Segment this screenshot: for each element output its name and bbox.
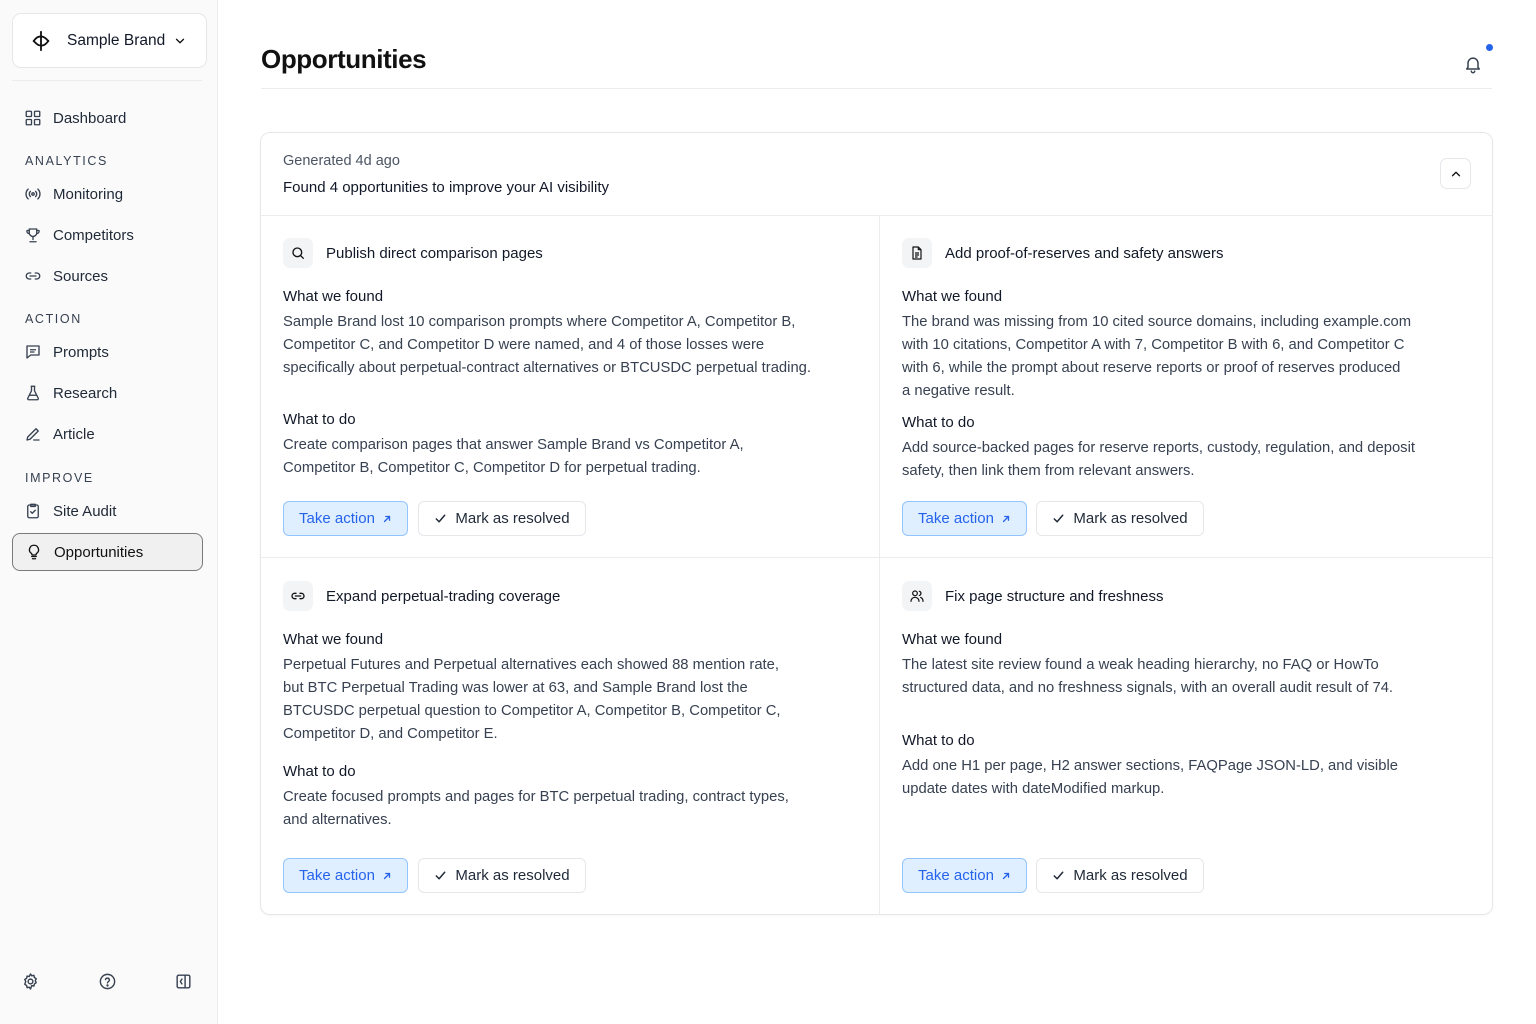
flask-icon [24, 384, 42, 402]
clipboard-check-icon [24, 502, 42, 520]
dashboard-grid-icon [24, 109, 42, 127]
settings-gear-icon[interactable] [21, 972, 40, 991]
todo-text: Add one H1 per page, H2 answer sections, FAQPage JSON-LD, and visible update dates with dateModified markup. [902, 758, 1398, 797]
sidebar-item-label: Sources [53, 267, 109, 285]
generated-timestamp: Generated 4d ago [283, 153, 400, 169]
section-action: ACTION [25, 312, 82, 326]
what-we-found-heading: What we found [283, 288, 384, 305]
document-icon [902, 238, 932, 268]
check-icon [1052, 869, 1065, 882]
take-action-button[interactable]: Take action [283, 501, 408, 536]
sidebar-item-label: Prompts [53, 343, 109, 361]
opportunity-card-title-row [283, 238, 543, 268]
card-title: Fix page structure and freshness [945, 587, 1164, 605]
card-title: Expand perpetual-trading coverage [326, 587, 561, 605]
trophy-icon [24, 226, 42, 244]
what-to-do-heading: What to do [283, 411, 356, 428]
message-square-icon [24, 343, 42, 361]
collapse-button[interactable] [1440, 158, 1471, 189]
sidebar-collapse-icon[interactable] [174, 972, 193, 991]
found-text: Perpetual Futures and Perpetual alternatives each showed 88 mention rate, but BTC Perpetual Trading was lower at 63, and Sample Brand lost the BTCUSDC perpetual question to Competitor A, Competitor B, Competitor C, Competitor D, and Competitor E. [283, 657, 781, 742]
what-we-found-heading: What we found [283, 631, 384, 648]
sidebar-item-monitoring[interactable] [12, 175, 203, 213]
what-to-do-heading: What to do [902, 732, 975, 749]
todo-text: Create comparison pages that answer Sample Brand vs Competitor A, Competitor B, Competitor C, Competitor D for perpetual trading. [283, 437, 744, 476]
take-action-button[interactable]: Take action [902, 501, 1027, 536]
mark-resolved-button[interactable]: Mark as resolved [418, 858, 586, 893]
broadcast-icon [24, 185, 42, 203]
take-action-button[interactable]: Take action [902, 858, 1027, 893]
arrow-up-right-icon [382, 514, 392, 524]
arrow-up-right-icon [1001, 871, 1011, 881]
chevron-down-icon [173, 34, 187, 48]
sidebar-item-label: Research [53, 384, 118, 402]
sidebar [0, 0, 218, 1024]
bell-icon[interactable] [1463, 54, 1483, 74]
sidebar-item-label: Site Audit [53, 502, 117, 520]
arrow-up-right-icon [1001, 514, 1011, 524]
found-text: Sample Brand lost 10 comparison prompts where Competitor A, Competitor B, Competitor C, and Competitor D were named, and 4 of those losses were specifically about perpetual-contract alternatives or BTCUSDC perpetual trading. [283, 314, 812, 376]
brand-logo-icon [30, 30, 52, 52]
sidebar-item-competitors[interactable] [12, 216, 203, 254]
column-divider [879, 216, 880, 914]
todo-text: Add source-backed pages for reserve reports, custody, regulation, and deposit safety, then link them from relevant answers. [902, 440, 1415, 479]
sidebar-item-label: Opportunities [54, 543, 144, 561]
search-icon [283, 238, 313, 268]
what-to-do-heading: What to do [283, 763, 356, 780]
sidebar-item-sources[interactable] [12, 257, 203, 295]
card-title: Publish direct comparison pages [326, 244, 543, 262]
todo-text: Create focused prompts and pages for BTC perpetual trading, contract types, and alternatives. [283, 789, 789, 828]
sidebar-item-label: Dashboard [53, 109, 127, 127]
opportunity-card-title-row [283, 581, 560, 611]
help-circle-icon[interactable] [98, 972, 117, 991]
sidebar-item-research[interactable] [12, 374, 203, 412]
what-we-found-heading: What we found [902, 631, 1003, 648]
check-icon [1052, 512, 1065, 525]
brand-name: Sample Brand [67, 31, 166, 49]
sidebar-item-dashboard[interactable] [12, 99, 203, 137]
what-to-do-heading: What to do [902, 414, 975, 431]
sidebar-item-site-audit[interactable] [12, 492, 203, 530]
check-icon [434, 512, 447, 525]
sidebar-item-label: Monitoring [53, 185, 124, 203]
notification-dot [1486, 44, 1493, 51]
opportunity-card-title-row [902, 581, 1163, 611]
sidebar-item-label: Competitors [53, 226, 134, 244]
sidebar-item-prompts[interactable] [12, 333, 203, 371]
section-improve: IMPROVE [25, 471, 94, 485]
sidebar-divider [12, 80, 202, 81]
panel-divider [261, 215, 1492, 216]
link-icon [24, 267, 42, 285]
chevron-up-icon [1449, 167, 1463, 181]
what-we-found-heading: What we found [902, 288, 1003, 305]
opportunity-card-title-row [902, 238, 1223, 268]
arrow-up-right-icon [382, 871, 392, 881]
mark-resolved-button[interactable]: Mark as resolved [1036, 501, 1204, 536]
mark-resolved-button[interactable]: Mark as resolved [1036, 858, 1204, 893]
lightbulb-icon [25, 543, 43, 561]
sidebar-item-opportunities[interactable] [12, 533, 203, 571]
section-analytics: ANALYTICS [25, 154, 108, 168]
pen-icon [24, 425, 42, 443]
take-action-button[interactable]: Take action [283, 858, 408, 893]
header-divider [261, 88, 1492, 89]
link-icon [283, 581, 313, 611]
mark-resolved-button[interactable]: Mark as resolved [418, 501, 586, 536]
card-title: Add proof-of-reserves and safety answers [945, 244, 1224, 262]
users-icon [902, 581, 932, 611]
row-divider [261, 557, 1492, 558]
brand-switcher[interactable] [12, 13, 207, 68]
found-text: The brand was missing from 10 cited source domains, including example.com with 10 citations, Competitor A with 7, Competitor B with 6, and Competitor C with 6, while the prompt about reserve reports or proof of reserves produced a negative result. [902, 314, 1412, 399]
sidebar-item-article[interactable] [12, 415, 203, 453]
sidebar-item-label: Article [53, 425, 95, 443]
page-title: Opportunities [261, 44, 427, 74]
check-icon [434, 869, 447, 882]
summary-text: Found 4 opportunities to improve your AI visibility [283, 179, 609, 196]
found-text: The latest site review found a weak heading hierarchy, no FAQ or HowTo structured data, and no freshness signals, with an overall audit result of 74. [902, 657, 1394, 696]
